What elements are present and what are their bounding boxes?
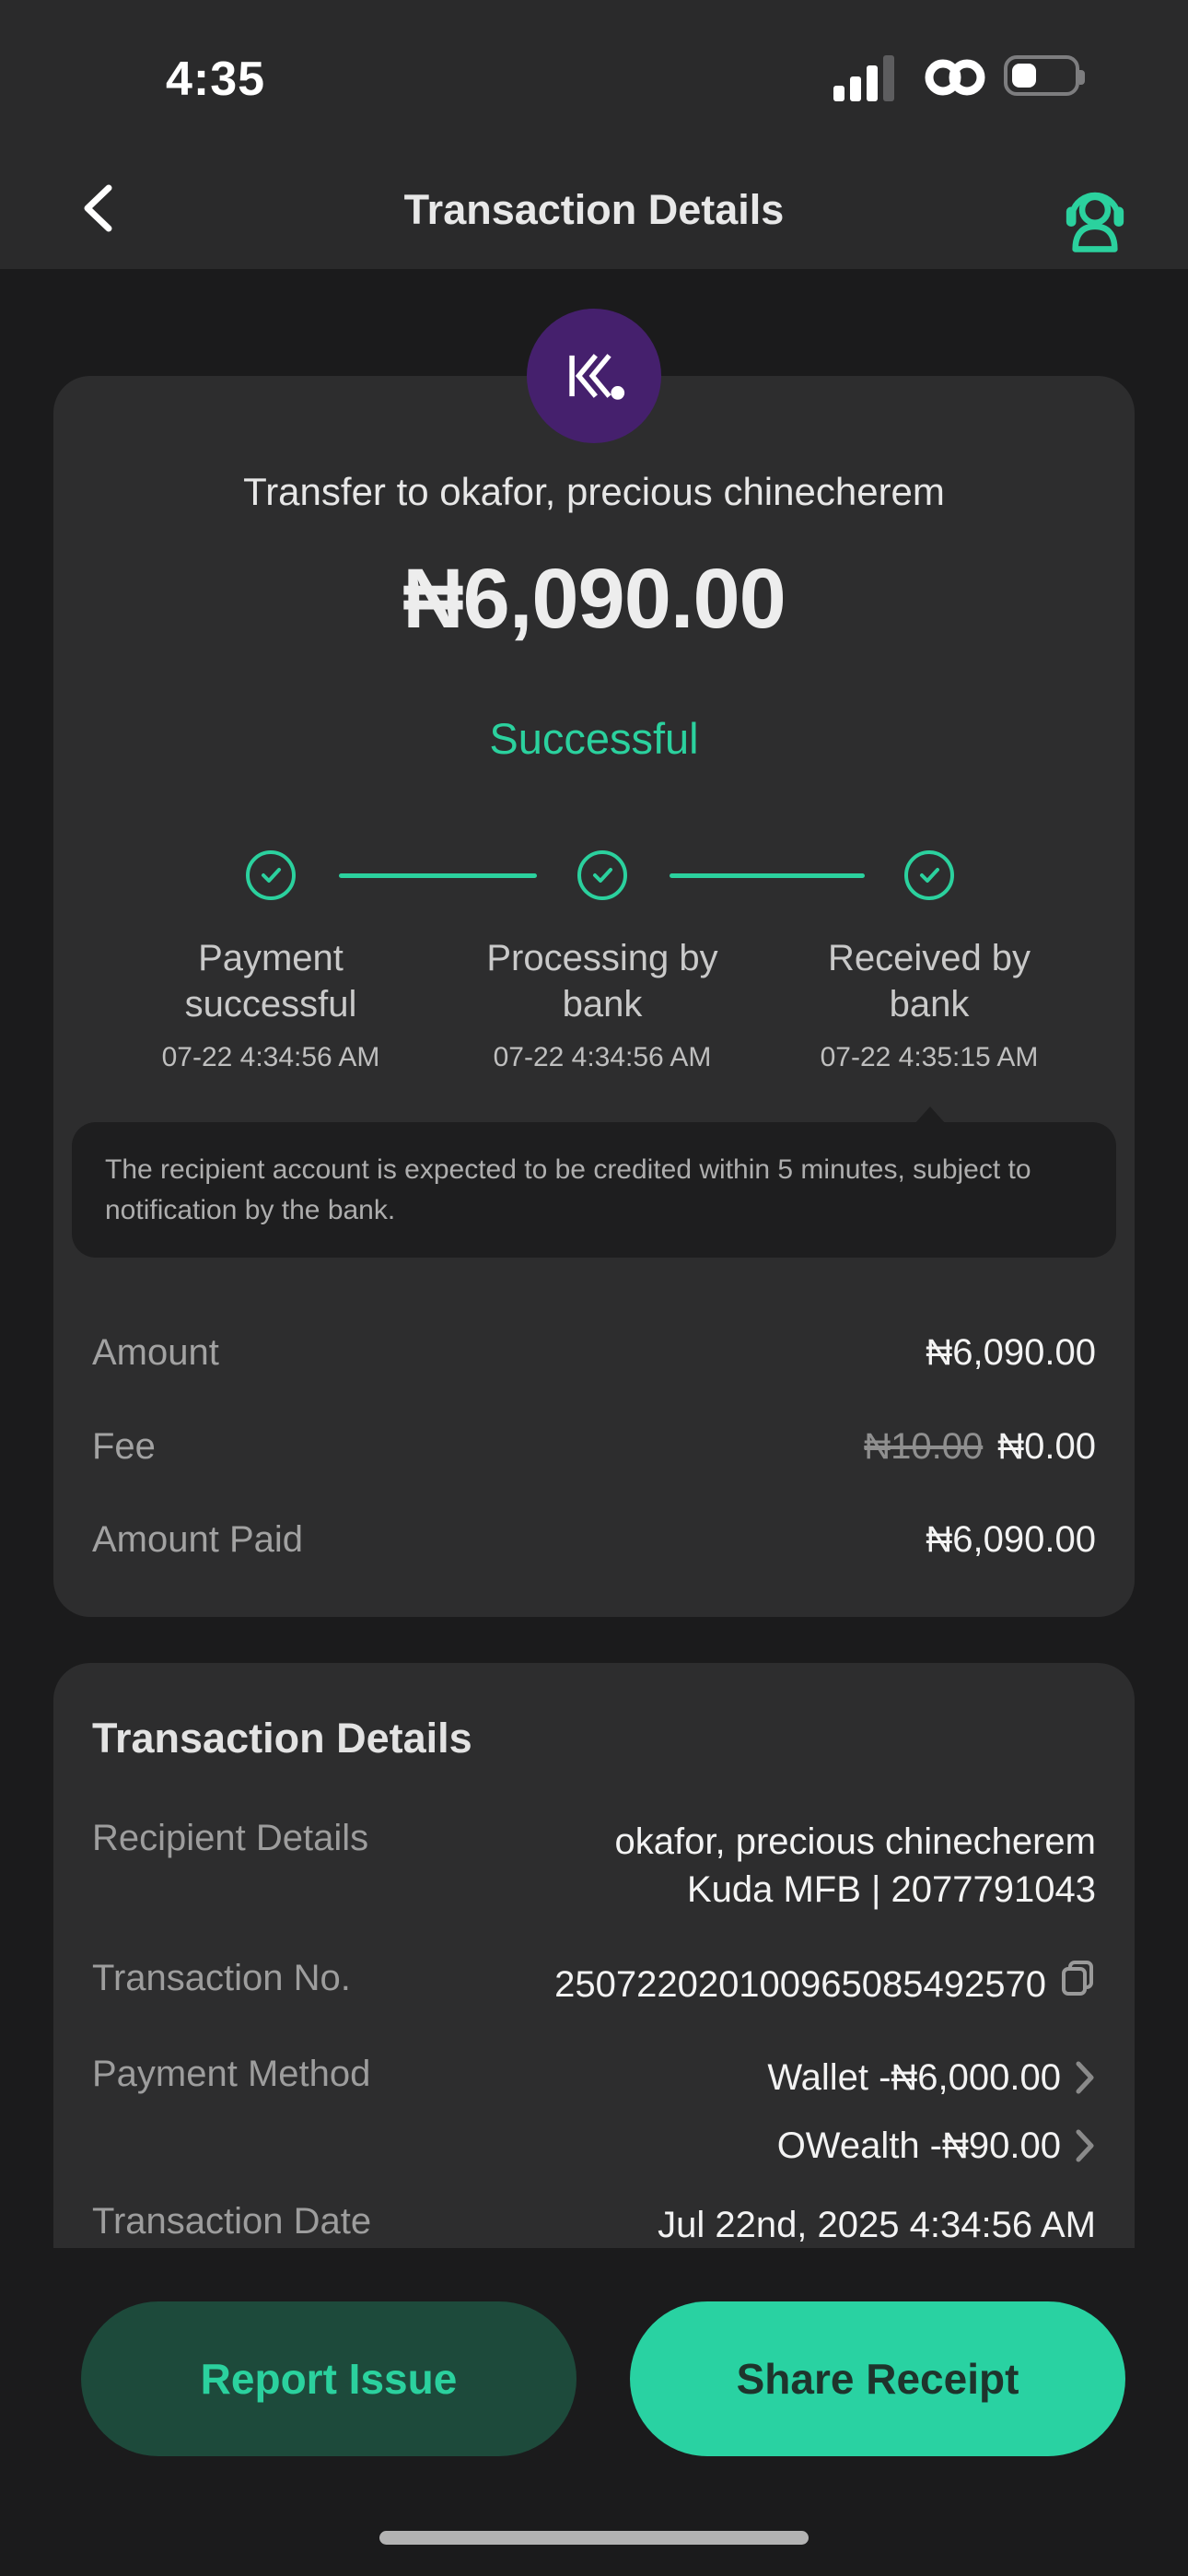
share-receipt-button[interactable]: Share Receipt <box>630 2301 1125 2456</box>
status-time: 4:35 <box>166 53 266 106</box>
transaction-number-row <box>92 1958 1096 2010</box>
row-label: Payment Method <box>92 2054 371 2094</box>
link-icon <box>919 52 989 108</box>
credit-notice <box>72 1122 1116 1258</box>
row-label: Amount Paid <box>92 1519 304 1560</box>
row-label: Transaction Date <box>92 2201 372 2242</box>
step-label: Processing by bank <box>486 938 718 1025</box>
kuda-logo-icon <box>527 309 661 443</box>
top-chrome <box>0 0 1188 269</box>
bottom-bar <box>0 2248 1188 2576</box>
payment-method-owealth[interactable] <box>767 2122 1096 2170</box>
page-title: Transaction Details <box>403 186 785 233</box>
step-label: Payment successful <box>184 938 357 1025</box>
transaction-details-card <box>53 1663 1135 2248</box>
row-label: Fee <box>92 1426 156 1467</box>
transaction-date: Jul 22nd, 2025 4:34:56 AM <box>658 2205 1096 2245</box>
step-timestamp: 07-22 4:35:15 AM <box>820 1042 1039 1072</box>
step-label: Received by bank <box>827 938 1031 1025</box>
step-timestamp: 07-22 4:34:56 AM <box>161 1042 380 1072</box>
cellular-signal-icon <box>833 55 900 101</box>
receipt-card <box>53 376 1135 1617</box>
transfer-amount: ₦6,090.00 <box>402 552 786 646</box>
amount-row <box>92 1332 1096 1374</box>
fee-old-value: ₦10.00 <box>864 1426 984 1467</box>
section-title: Transaction Details <box>92 1715 472 1762</box>
payment-method-label: OWealth -₦90.00 <box>776 2125 1061 2166</box>
notice-text: The recipient account is expected to be credited within 5 minutes, subject to notification by the bank. <box>105 1154 1031 1225</box>
payment-method-wallet[interactable] <box>767 2054 1096 2102</box>
recipient-bank-account: Kuda MFB | 2077791043 <box>686 1869 1096 1910</box>
recipient-details-row <box>92 1818 1096 1914</box>
transfer-title: Transfer to okafor, precious chinecherem <box>243 470 945 513</box>
chevron-right-icon <box>1074 2058 1096 2097</box>
fee-row <box>92 1426 1096 1468</box>
row-value <box>864 1426 1096 1468</box>
fee-value: ₦0.00 <box>997 1426 1096 1467</box>
row-label: Transaction No. <box>92 1958 351 1998</box>
row-value: ₦6,090.00 <box>926 1519 1096 1560</box>
battery-icon <box>1004 55 1079 96</box>
amount-paid-row <box>92 1519 1096 1561</box>
step-timestamp: 07-22 4:34:56 AM <box>493 1042 712 1072</box>
status-successful: Successful <box>489 714 699 763</box>
customer-support-button[interactable] <box>1057 177 1133 263</box>
transaction-date-row <box>92 2201 1096 2249</box>
step-payment-successful <box>133 850 409 1073</box>
check-icon <box>577 850 627 900</box>
copy-icon[interactable] <box>1059 1958 1096 2010</box>
transaction-number: 250722020100965085492570 <box>554 1963 1046 2005</box>
chevron-right-icon <box>1074 2126 1096 2165</box>
notice-caret <box>914 1107 946 1124</box>
payment-method-label: Wallet -₦6,000.00 <box>767 2057 1061 2098</box>
row-value: ₦6,090.00 <box>926 1332 1096 1373</box>
report-issue-button[interactable]: Report Issue <box>81 2301 577 2456</box>
row-label: Recipient Details <box>92 1818 369 1858</box>
payment-method-row <box>92 2054 1096 2170</box>
step-received-by-bank <box>791 850 1067 1073</box>
home-indicator[interactable] <box>379 2531 809 2545</box>
row-label: Amount <box>92 1332 219 1373</box>
step-processing-by-bank <box>464 850 740 1073</box>
check-icon <box>904 850 954 900</box>
progress-steps <box>53 850 1135 1090</box>
recipient-name: okafor, precious chinecherem <box>614 1821 1096 1862</box>
check-icon <box>246 850 296 900</box>
